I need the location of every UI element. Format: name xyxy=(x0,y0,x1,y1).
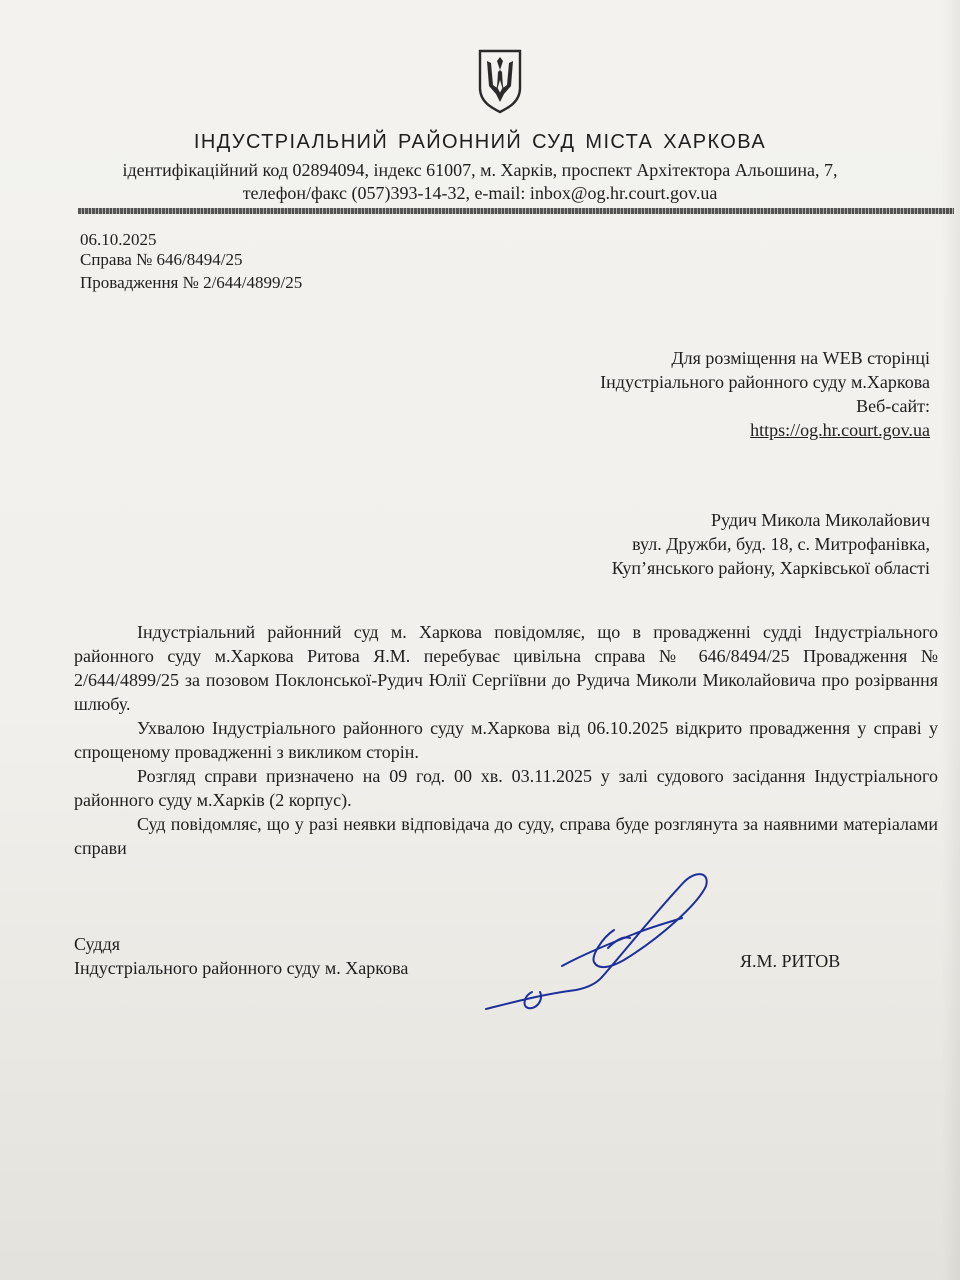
web-placement-line1: Для розміщення на WEB сторінці xyxy=(671,348,930,368)
notice-body xyxy=(74,620,938,860)
court-name: ІНДУСТРІАЛЬНИЙ РАЙОННИЙ СУД МІСТА ХАРКОВА xyxy=(193,131,767,153)
addressee-name: Рудич Микола Миколайович xyxy=(711,510,930,530)
web-placement-line2: Індустріального районного суду м.Харкова xyxy=(600,372,930,392)
header-divider xyxy=(78,208,954,214)
addressee-block xyxy=(612,508,930,580)
web-placement-block xyxy=(600,346,930,442)
court-identification-line: ідентифікаційний код 02894094, індекс 61007, м. Харків, проспект Архітектора Альошина, 7, xyxy=(122,160,838,180)
notice-paragraph: Ухвалою Індустріального районного суду м.Харкова від 06.10.2025 відкрито провадження у справі у спрощеному провадженні з викликом сторін. xyxy=(74,718,938,762)
proceeding-number: Провадження № 2/644/4899/25 xyxy=(80,273,303,292)
trident-coat-of-arms-icon xyxy=(476,48,524,114)
addressee-address-line1: вул. Дружби, буд. 18, с. Митрофанівка, xyxy=(632,534,930,554)
notice-paragraph: Індустріальний районний суд м. Харкова повідомляє, що в провадженні судді Індустріального районного суду м.Харкова Ритова Я.М. перебуває цивільна справа № 646/8494/25 Провадження № 2/644/4899/25 за позовом Поклонської-Рудич Юлії Сергіївни до Рудича Миколи Миколайовича про розірвання шлюбу. xyxy=(74,622,938,714)
document-date: 06.10.2025 xyxy=(80,230,157,249)
case-number: Справа № 646/8494/25 xyxy=(80,250,243,269)
addressee-address-line2: Куп’янського району, Харківської області xyxy=(611,558,930,578)
judge-name: Я.М. РИТОВ xyxy=(740,951,841,971)
handwritten-signature xyxy=(484,866,714,1016)
court-contact-line: телефон/факс (057)393-14-32, e-mail: inbox@og.hr.court.gov.ua xyxy=(242,183,718,203)
website-link[interactable]: https://og.hr.court.gov.ua xyxy=(750,420,930,440)
notice-paragraph: Розгляд справи призначено на 09 год. 00 хв. 03.11.2025 у залі судового засідання Індустріального районного суду м.Харків (2 корпус). xyxy=(74,766,938,810)
website-label: Веб-сайт: xyxy=(856,396,930,416)
judge-title: Суддя xyxy=(74,934,121,954)
signature-block xyxy=(74,932,408,980)
notice-paragraph: Суд повідомляє, що у разі неявки відповідача до суду, справа буде розглянута за наявними матеріалами справи xyxy=(74,814,938,858)
judge-court: Індустріального районного суду м. Харкова xyxy=(74,958,409,978)
